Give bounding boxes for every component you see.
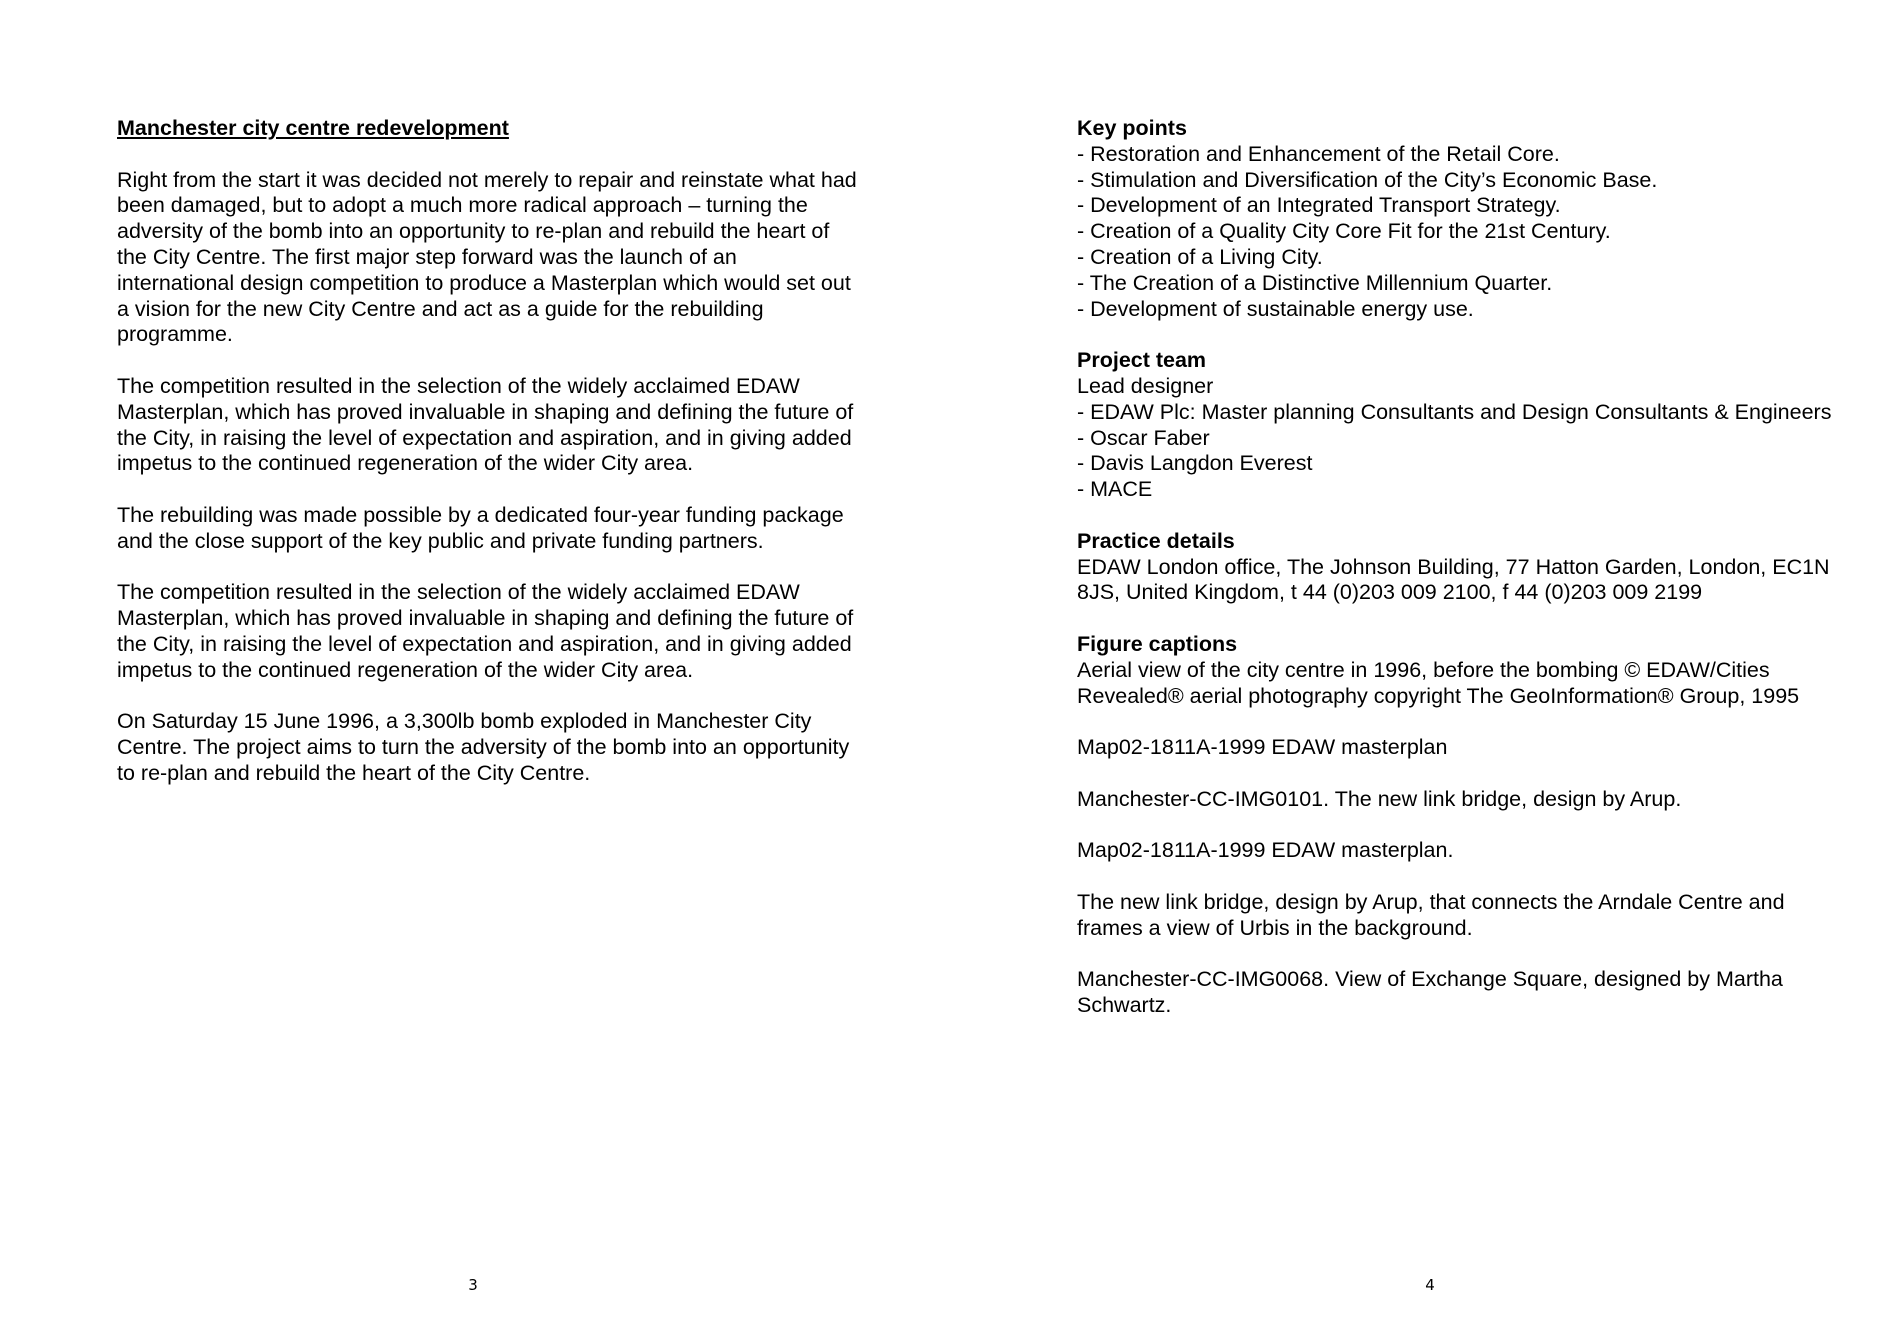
page-number: 4 <box>1425 1276 1435 1294</box>
key-point-item: - Restoration and Enhancement of the Retail Core. <box>1077 141 1560 166</box>
project-team-item: - Oscar Faber <box>1077 425 1210 450</box>
figure-captions-heading: Figure captions <box>1077 631 1238 656</box>
body-paragraph: The competition resulted in the selection of the widely acclaimed EDAW Masterplan, which has proved invaluable in shaping and defining the future of the City, in raising the level of expectation and aspiration, and in giving added impetus to the continued regeneration of the wider City area. <box>117 373 854 476</box>
project-team-section <box>1077 348 1837 503</box>
right-page <box>950 0 1900 1343</box>
key-point-item: - Stimulation and Diversification of the City’s Economic Base. <box>1077 167 1658 192</box>
page-number: 3 <box>468 1276 478 1294</box>
figure-caption: The new link bridge, design by Arup, that connects the Arndale Centre and frames a view of Urbis in the background. <box>1077 889 1785 940</box>
key-points-heading: Key points <box>1077 116 1187 140</box>
project-team-item: - EDAW Plc: Master planning Consultants and Design Consultants & Engineers <box>1077 399 1832 424</box>
practice-details-section <box>1077 529 1837 606</box>
body-paragraph: Right from the start it was decided not merely to repair and reinstate what had been damaged, but to adopt a much more radical approach – turning the adversity of the bomb into an opportunity to re-plan and rebuild the heart of the City Centre. The first major step forward was the launch of an international design competition to produce a Masterplan which would set out a vision for the new City Centre and act as a guide for the rebuilding programme. <box>117 167 857 347</box>
left-column <box>117 116 857 813</box>
figure-captions-section <box>1077 632 1837 709</box>
key-point-item: - Development of sustainable energy use. <box>1077 296 1474 321</box>
project-team-item: - Davis Langdon Everest <box>1077 451 1313 476</box>
figure-caption: Map02-1811A-1999 EDAW masterplan <box>1077 735 1448 760</box>
figure-caption: Map02-1811A-1999 EDAW masterplan. <box>1077 838 1454 863</box>
practice-details-heading: Practice details <box>1077 528 1235 553</box>
right-column <box>1077 116 1837 1045</box>
figure-caption: Manchester-CC-IMG0101. The new link bridge, design by Arup. <box>1077 786 1682 811</box>
key-point-item: - Creation of a Living City. <box>1077 244 1323 269</box>
figure-caption: Aerial view of the city centre in 1996, before the bombing © EDAW/Cities Revealed® aerial photography copyright The GeoInformation® Group, 1995 <box>1077 657 1800 708</box>
project-team-heading: Project team <box>1077 348 1207 373</box>
document-title: Manchester city centre redevelopment <box>117 116 509 140</box>
key-points-section <box>1077 116 1837 322</box>
project-team-item: Lead designer <box>1077 373 1214 398</box>
body-paragraph: On Saturday 15 June 1996, a 3,300lb bomb exploded in Manchester City Centre. The project aims to turn the adversity of the bomb into an opportunity to re-plan and rebuild the heart of the City Centre. <box>117 709 850 785</box>
figure-caption: Manchester-CC-IMG0068. View of Exchange Square, designed by Martha Schwartz. <box>1077 967 1783 1018</box>
body-paragraph: The rebuilding was made possible by a dedicated four-year funding package and the close support of the key public and private funding partners. <box>117 502 844 553</box>
body-paragraph: The competition resulted in the selection of the widely acclaimed EDAW Masterplan, which has proved invaluable in shaping and defining the future of the City, in raising the level of expectation and aspiration, and in giving added impetus to the continued regeneration of the wider City area. <box>117 580 854 682</box>
practice-details-text: EDAW London office, The Johnson Building, 77 Hatton Garden, London, EC1N 8JS, United Kingdom, t 44 (0)203 009 2100, f 44 (0)203 009 2199 <box>1077 554 1830 605</box>
key-point-item: - Creation of a Quality City Core Fit for the 21st Century. <box>1077 219 1611 244</box>
project-team-item: - MACE <box>1077 477 1153 502</box>
key-point-item: - Development of an Integrated Transport Strategy. <box>1077 193 1561 218</box>
key-point-item: - The Creation of a Distinctive Millennium Quarter. <box>1077 270 1553 295</box>
